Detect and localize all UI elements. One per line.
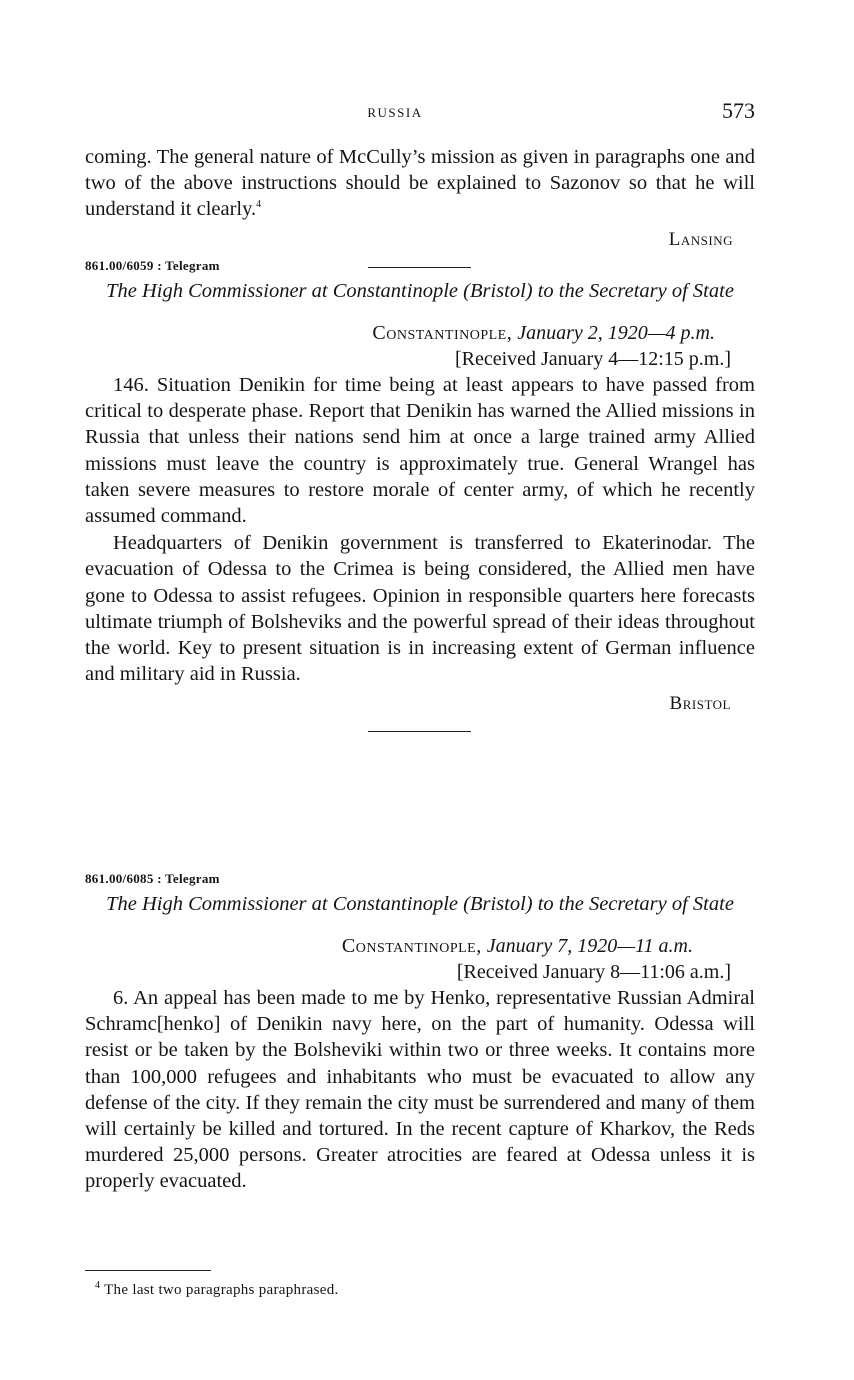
file-reference: 861.00/6085 : Telegram: [85, 871, 220, 886]
file-reference: 861.00/6059 : Telegram: [85, 258, 220, 273]
footnote-reference: 4: [256, 199, 262, 211]
footnote-divider: [85, 1270, 211, 1271]
section-divider: [368, 731, 471, 732]
footnote: [95, 1282, 339, 1299]
received-line: [Received January 8—11:06 a.m.]: [456, 961, 731, 983]
dateline: [85, 933, 755, 959]
document-heading: The High Commissioner at Constantinople (Bristol) to the Secretary of State: [106, 280, 734, 302]
document-heading: The High Commissioner at Constantinople (Bristol) to the Secretary of State: [106, 893, 734, 915]
telegram-6059: [85, 258, 755, 732]
continued-text: coming. The general nature of McCully’s mission as given in paragraphs one and two of the above instructions should be explained to Sazonov so that he will understand it clearly.: [85, 146, 755, 221]
continued-section: [85, 144, 755, 268]
dateline-date: January 2, 1920—4 p.m.: [517, 322, 715, 344]
body-paragraph: 146. Situation Denikin for time being at least appears to have passed from critical to desperate phase. Report that Denikin has warned the Allied missions in Russia that unless their nations send him at once a large trained army Allied missions must leave the country is approximately true. General Wrangel has taken severe measures to restore morale of center army, of which he recently assumed command.: [85, 374, 755, 528]
dateline: [85, 320, 755, 346]
continued-paragraph: [85, 144, 755, 223]
footnote-mark: 4: [95, 1280, 101, 1291]
telegram-6085: [85, 843, 755, 1195]
dateline-place: Constantinople,: [372, 322, 513, 344]
received-line: [Received January 4—12:15 p.m.]: [454, 348, 731, 370]
signature-bristol: Bristol: [669, 693, 731, 715]
body-paragraph: 6. An appeal has been made to me by Henko, representative Russian Admiral Schramc[henko] of Denikin navy here, on the part of humanity. Odessa will resist or be taken by the Bolsheviki within two or three weeks. It contains more than 100,000 refugees and inhabitants who must be evacuated to allow any defense of the city. If they remain the city must be surrendered and many of them will certainly be killed and tortured. In the recent capture of Kharkov, the Reds murdered 25,000 persons. Greater atrocities are feared at Odessa unless it is properly evacuated.: [85, 987, 755, 1193]
dateline-date: January 7, 1920—11 a.m.: [486, 935, 693, 957]
dateline-place: Constantinople,: [341, 935, 482, 957]
body-paragraph: Headquarters of Denikin government is transferred to Ekaterinodar. The evacuation of Odessa to the Crimea is being considered, the Allied men have gone to Odessa to assist refugees. Opinion in responsible quarters here forecasts ultimate triumph of Bolsheviks and the powerful spread of their ideas throughout the world. Key to present situation is in increasing extent of German influence and military aid in Russia.: [85, 532, 755, 686]
document-page: [85, 0, 755, 1380]
running-head: [85, 98, 755, 128]
signature-lansing: Lansing: [668, 228, 733, 250]
footnote-text: The last two paragraphs paraphrased.: [104, 1282, 339, 1298]
page-number: 573: [722, 98, 755, 123]
running-title: RUSSIA: [367, 105, 423, 120]
